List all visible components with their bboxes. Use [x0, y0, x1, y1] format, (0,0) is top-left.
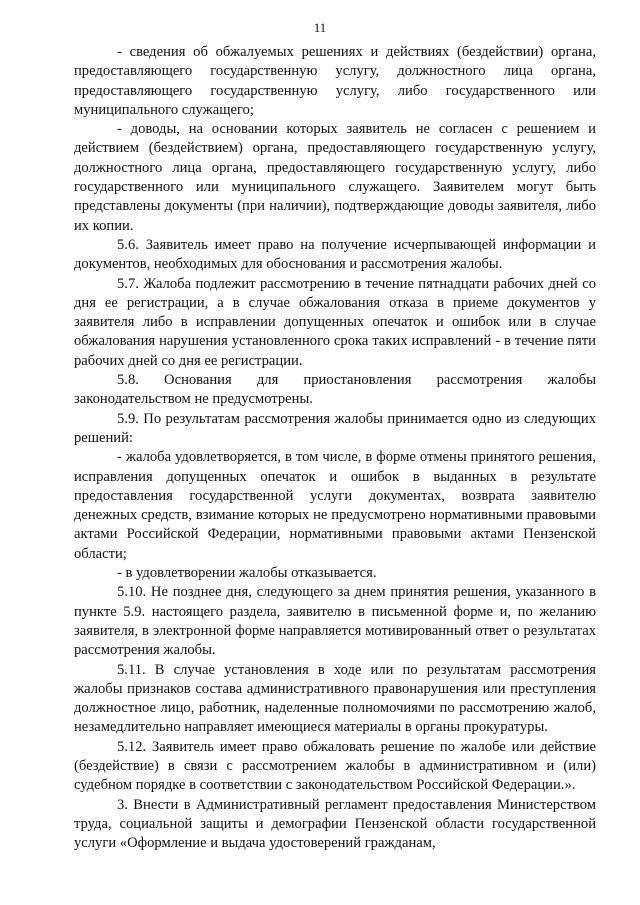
- paragraph-5-12: 5.12. Заявитель имеет право обжаловать решение по жалобе или действие (бездействие) в связи с рассмотрением жалобы в административном и (или) судебном порядке в соответствии с законодательством Российской Федерации.».: [74, 738, 596, 794]
- paragraph-5-6: 5.6. Заявитель имеет право на получение исчерпывающей информации и документов, необходимых для обоснования и рассмотрения жалобы.: [74, 236, 596, 273]
- page-number: 11: [313, 20, 327, 35]
- paragraph-5-9: 5.9. По результатам рассмотрения жалобы принимается одно из следующих решений:: [74, 410, 596, 446]
- document-body: [74, 43, 596, 853]
- paragraph-5-7: 5.7. Жалоба подлежит рассмотрению в течение пятнадцати рабочих дней со дня ее регистрации, а в случае обжалования отказа в приеме документов у заявителя либо в исправлении допущенных опечаток и ошибок или в случае обжалования нарушения установленного срока таких исправлений - в течение пяти рабочих дней со дня ее регистрации.: [74, 275, 596, 369]
- paragraph-5-11: 5.11. В случае установления в ходе или по результатам рассмотрения жалобы признаков состава административного правонарушения или преступления должностное лицо, работник, наделенные полномочиями по рассмотрению жалоб, незамедлительно направляет имеющиеся материалы в органы прокуратуры.: [74, 661, 596, 736]
- paragraph-appeal-info: - сведения об обжалуемых решениях и действиях (бездействии) органа, предоставляющего государственную услугу, должностного лица органа, предоставляющего государственную услугу, либо государственного или муниципального служащего;: [74, 44, 596, 118]
- paragraph-3-amendment: 3. Внести в Административный регламент предоставления Министерством труда, социальной защиты и демографии Пензенской области государственной услуги «Оформление и выдача удостоверений гражданам,: [74, 796, 596, 852]
- paragraph-5-8: 5.8. Основания для приостановления рассмотрения жалобы законодательством не предусмотрены.: [74, 372, 596, 408]
- paragraph-decision-satisfied: - жалоба удовлетворяется, в том числе, в форме отмены принятого решения, исправления допущенных опечаток и ошибок в выданных в результате предоставления государственной услуги документах, возврата заявителю денежных средств, взимание которых не предусмотрено нормативными правовыми актами Российской Федерации, нормативными правовыми актами Пензенской области;: [74, 449, 596, 562]
- paragraph-appeal-arguments: - доводы, на основании которых заявитель не согласен с решением и действием (бездействием) органа, предоставляющего государственную услугу, должностного лица органа, предоставляющего государственную услугу, либо государственного или муниципального служащего. Заявителем могут быть представлены документы (при наличии), подтверждающие доводы заявителя, либо их копии.: [74, 121, 596, 234]
- paragraph-decision-refused: - в удовлетворении жалобы отказывается.: [117, 565, 377, 582]
- paragraph-5-10: 5.10. Не позднее дня, следующего за днем принятия решения, указанного в пункте 5.9. настоящего раздела, заявителю в письменной форме и, по желанию заявителя, в электронной форме направляется мотивированный ответ о результатах рассмотрения жалобы.: [74, 584, 596, 659]
